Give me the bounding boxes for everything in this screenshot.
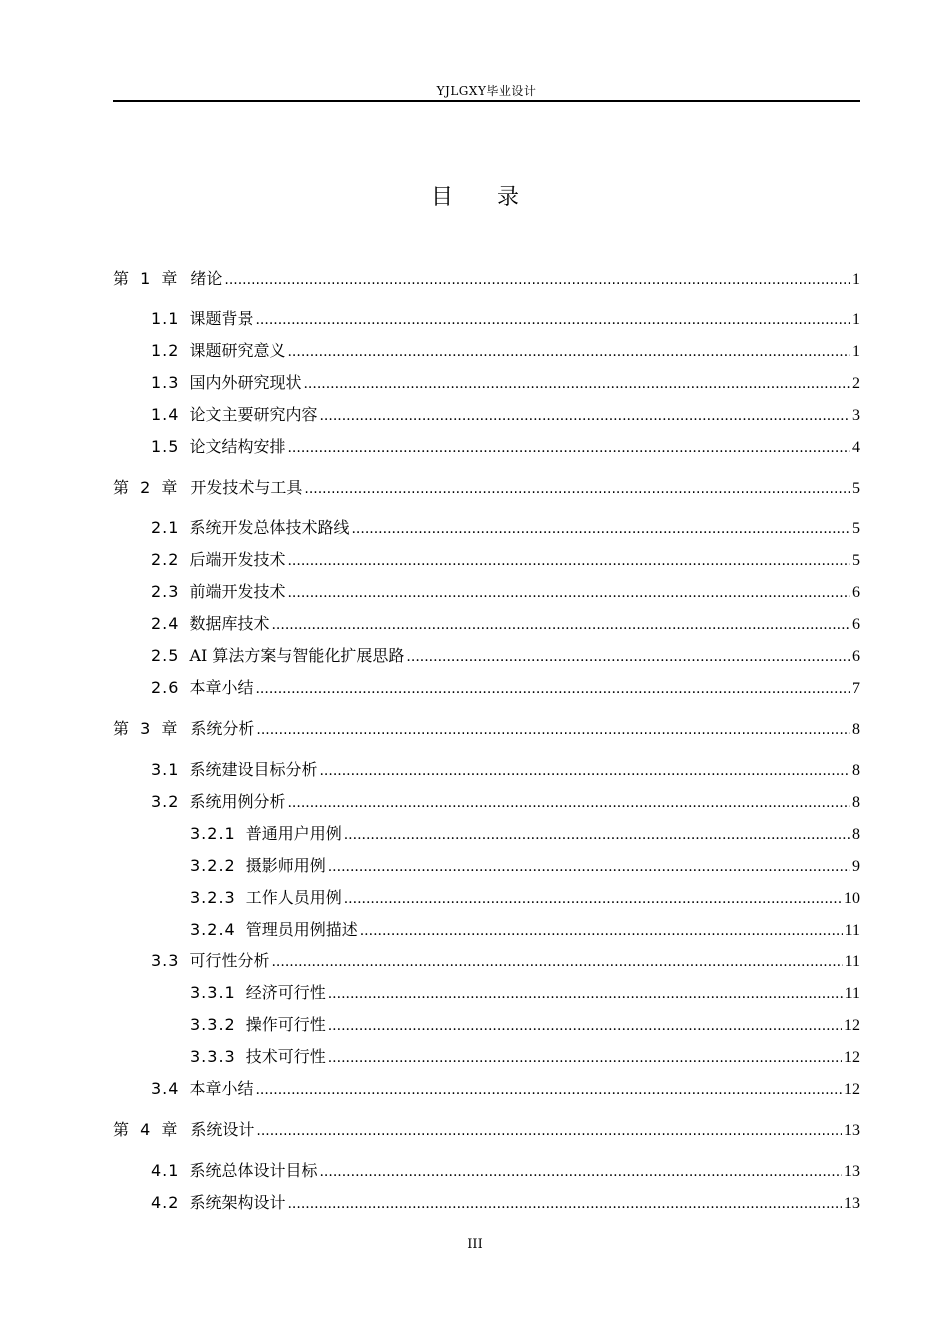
page-number: III xyxy=(467,1237,483,1252)
toc-entry-page: 8 xyxy=(852,826,860,843)
toc-entry-title: 系统开发总体技术路线 xyxy=(189,518,350,537)
toc-entry-title: 摄影师用例 xyxy=(245,856,326,875)
toc-entry[interactable] xyxy=(113,644,860,668)
toc-entry-number: 3.2.4 xyxy=(190,920,236,939)
toc-leader-dots xyxy=(304,477,850,501)
toc-entry[interactable] xyxy=(113,516,860,540)
toc-entry-page: 12 xyxy=(844,1017,860,1034)
toc-entry[interactable] xyxy=(113,612,860,636)
toc-entry-page: 1 xyxy=(852,271,860,288)
toc-entry-page: 3 xyxy=(852,407,860,424)
toc-entry-page: 7 xyxy=(852,680,860,697)
toc-entry[interactable] xyxy=(113,548,860,572)
toc-leader-dots xyxy=(287,1192,842,1216)
toc-leader-dots xyxy=(224,268,850,292)
toc-entry[interactable] xyxy=(113,822,860,846)
toc-leader-dots xyxy=(255,1078,842,1102)
toc-entry-page: 4 xyxy=(852,439,860,456)
toc-entry[interactable] xyxy=(113,307,860,331)
toc-entry-number: 2.5 xyxy=(151,646,180,665)
toc-entry[interactable] xyxy=(113,949,860,973)
toc-entry-number: 第 4 章 xyxy=(113,1120,181,1139)
toc-leader-dots xyxy=(303,372,850,396)
toc-entry-title: 经济可行性 xyxy=(245,983,326,1002)
toc-leader-dots xyxy=(344,823,850,847)
toc-leader-dots xyxy=(287,581,850,605)
toc-entry[interactable] xyxy=(113,1077,860,1101)
toc-leader-dots xyxy=(344,887,842,911)
toc-entry-page: 6 xyxy=(852,584,860,601)
toc-entry[interactable] xyxy=(113,981,860,1005)
toc-entry-number: 3.2.2 xyxy=(190,856,236,875)
toc-entry-page: 9 xyxy=(852,858,860,875)
toc-entry-number: 1.4 xyxy=(151,405,180,424)
toc-entry-page: 8 xyxy=(852,721,860,738)
toc-entry-page: 12 xyxy=(844,1081,860,1098)
toc-entry[interactable] xyxy=(113,717,860,741)
toc-entry-number: 1.2 xyxy=(151,341,180,360)
toc-leader-dots xyxy=(319,1160,842,1184)
toc-entry-title: 本章小结 xyxy=(189,678,254,697)
toc-entry-number: 3.3 xyxy=(151,951,180,970)
toc-entry-number: 2.1 xyxy=(151,518,180,537)
toc-entry-title: 管理员用例描述 xyxy=(245,920,358,939)
toc-entry-page: 5 xyxy=(852,520,860,537)
toc-entry-title: 课题研究意义 xyxy=(189,341,286,360)
toc-entry[interactable] xyxy=(113,267,860,291)
toc-entry-title: 论文结构安排 xyxy=(189,437,286,456)
toc-entry-number: 2.4 xyxy=(151,614,180,633)
toc-entry-title: 系统建设目标分析 xyxy=(189,760,318,779)
toc-entry-number: 1.3 xyxy=(151,373,180,392)
toc-entry-title: 论文主要研究内容 xyxy=(189,405,318,424)
toc-title xyxy=(0,180,950,211)
toc-entry-number: 第 1 章 xyxy=(113,269,181,288)
toc-entry-page: 12 xyxy=(844,1049,860,1066)
toc-entry-title: 系统架构设计 xyxy=(189,1193,286,1212)
toc-entry-number: 2.6 xyxy=(151,678,180,697)
toc-leader-dots xyxy=(328,982,843,1006)
toc-entry-number: 3.2.3 xyxy=(190,888,236,907)
toc-leader-dots xyxy=(351,517,850,541)
toc-entry-number: 3.3.3 xyxy=(190,1047,236,1066)
toc-entry-page: 13 xyxy=(844,1195,860,1212)
toc-entry-title: 课题背景 xyxy=(189,309,254,328)
toc-entry[interactable] xyxy=(113,758,860,782)
toc-entry-number: 3.3.2 xyxy=(190,1015,236,1034)
toc-entry-page: 11 xyxy=(844,922,860,939)
toc-entry-number: 第 2 章 xyxy=(113,478,181,497)
toc-entry[interactable] xyxy=(113,476,860,500)
toc-entry-page: 13 xyxy=(844,1122,860,1139)
toc-entry-page: 2 xyxy=(852,375,860,392)
toc-leader-dots xyxy=(328,1046,842,1070)
toc-leader-dots xyxy=(256,718,850,742)
toc-entry[interactable] xyxy=(113,1013,860,1037)
toc-leader-dots xyxy=(319,404,850,428)
toc-entry-page: 6 xyxy=(852,648,860,665)
toc-entry-number: 3.4 xyxy=(151,1079,180,1098)
toc-entry-title: 系统总体设计目标 xyxy=(189,1161,318,1180)
toc-entry-title: 国内外研究现状 xyxy=(189,373,302,392)
toc-entry-page: 1 xyxy=(852,311,860,328)
toc-leader-dots xyxy=(360,919,843,943)
toc-title-right: 录 xyxy=(497,185,520,210)
toc-entry-page: 8 xyxy=(852,794,860,811)
toc-entry-number: 2.2 xyxy=(151,550,180,569)
toc-entry-page: 13 xyxy=(844,1163,860,1180)
toc-entry-page: 11 xyxy=(844,985,860,1002)
toc-entry-title: 绪论 xyxy=(190,269,223,288)
toc-title-left: 目 xyxy=(430,185,453,210)
toc-entry-title: 系统设计 xyxy=(190,1120,255,1139)
toc-entry-title: 开发技术与工具 xyxy=(190,478,303,497)
toc-entry-title: 工作人员用例 xyxy=(245,888,342,907)
toc-entry[interactable] xyxy=(113,790,860,814)
toc-entry[interactable] xyxy=(113,676,860,700)
toc-entry[interactable] xyxy=(113,580,860,604)
toc-entry-number: 3.2.1 xyxy=(190,824,236,843)
toc-entry[interactable] xyxy=(113,1045,860,1069)
toc-entry-title: 本章小结 xyxy=(189,1079,254,1098)
toc-entry-page: 6 xyxy=(852,616,860,633)
toc-leader-dots xyxy=(255,308,850,332)
header-rule xyxy=(113,100,860,102)
toc-leader-dots xyxy=(256,1119,842,1143)
toc-entry-number: 第 3 章 xyxy=(113,719,181,738)
toc-entry-title: 前端开发技术 xyxy=(189,582,286,601)
toc-entry-title: 系统分析 xyxy=(190,719,255,738)
toc-entry-number: 2.3 xyxy=(151,582,180,601)
toc-leader-dots xyxy=(271,613,850,637)
toc-entry[interactable] xyxy=(113,854,860,878)
toc-entry-page: 5 xyxy=(852,480,860,497)
toc-leader-dots xyxy=(287,549,850,573)
toc-entry-title: 操作可行性 xyxy=(245,1015,326,1034)
toc-entry-number: 3.2 xyxy=(151,792,180,811)
toc-entry-number: 1.5 xyxy=(151,437,180,456)
toc-entry-page: 10 xyxy=(844,890,860,907)
toc-entry-number: 4.1 xyxy=(151,1161,180,1180)
toc-entry-page: 11 xyxy=(844,953,860,970)
toc-entry-page: 1 xyxy=(852,343,860,360)
toc-entry-number: 1.1 xyxy=(151,309,180,328)
toc-entry-page: 8 xyxy=(852,762,860,779)
toc-leader-dots xyxy=(328,855,850,879)
toc-entry-title: 后端开发技术 xyxy=(189,550,286,569)
toc-entry[interactable] xyxy=(113,886,860,910)
toc-entry[interactable] xyxy=(113,371,860,395)
toc-leader-dots xyxy=(255,677,850,701)
toc-leader-dots xyxy=(287,340,850,364)
toc-entry[interactable] xyxy=(113,1159,860,1183)
toc-entry-title: 技术可行性 xyxy=(245,1047,326,1066)
toc-entry[interactable] xyxy=(113,1118,860,1142)
toc-entry-number: 3.1 xyxy=(151,760,180,779)
toc-entry[interactable] xyxy=(113,435,860,459)
toc-leader-dots xyxy=(406,645,850,669)
toc-leader-dots xyxy=(319,759,850,783)
toc-entry-title: 数据库技术 xyxy=(189,614,270,633)
toc-leader-dots xyxy=(287,436,850,460)
toc-entry[interactable] xyxy=(113,339,860,363)
toc-entry-title: 普通用户用例 xyxy=(245,824,342,843)
toc-entry[interactable] xyxy=(113,918,860,942)
toc-entry-title: 系统用例分析 xyxy=(189,792,286,811)
toc-entry-number: 3.3.1 xyxy=(190,983,236,1002)
toc-leader-dots xyxy=(287,791,850,815)
toc-leader-dots xyxy=(271,950,842,974)
toc-entry[interactable] xyxy=(113,403,860,427)
toc-entry-title: 可行性分析 xyxy=(189,951,270,970)
page-header: YJLGXY毕业设计 xyxy=(436,84,537,98)
toc-entry-number: 4.2 xyxy=(151,1193,180,1212)
toc-entry[interactable] xyxy=(113,1191,860,1215)
toc-leader-dots xyxy=(328,1014,842,1038)
toc-entry-page: 5 xyxy=(852,552,860,569)
toc-entry-title: AI 算法方案与智能化扩展思路 xyxy=(189,646,405,665)
